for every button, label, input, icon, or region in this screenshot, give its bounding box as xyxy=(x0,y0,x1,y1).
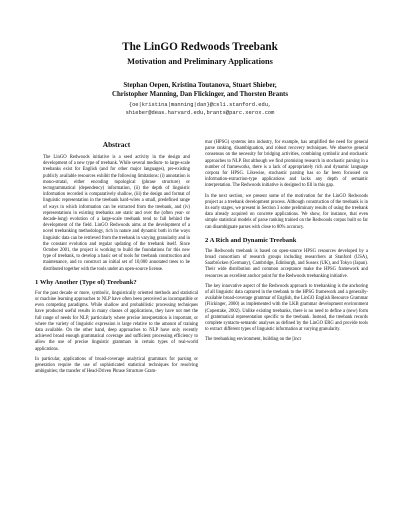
left-column xyxy=(35,140,198,380)
right-column xyxy=(205,140,368,348)
right-column-paragraph-2: In the next section, we present some of the motivation for the LinGO Redwoods project as a treebank development process. Although construction of the treebank is in its early stages, we present in Section 3 some preliminary results of using the treebank data already acquired on concrete applications. We show, for instance, that even simple statistical models of parse ranking trained on the Redwoods corpus built so far can disambiguate parses with close to 80% accuracy. xyxy=(205,193,368,230)
section-2-paragraph-1: The Redwoods treebank is based on open-source HPSG resources developed by a broad consortium of research groups including researchers at Stanford (USA), Saarbrücken (Germany), Cambridge, Edinburgh, and Sussex (UK), and Tokyo (Japan). Their wide distribution and common acceptance make the HPSG framework and resources an excellent anchor point for the Redwoods treebanking initiative. xyxy=(205,248,369,279)
paper-title: The LinGO Redwoods Treebank xyxy=(122,41,278,53)
authors-line-1: Stephan Oepen, Kristina Toutanova, Stuart Shieber, xyxy=(123,82,277,89)
abstract-text: The LinGO Redwoods initiative is a seed activity in the design and development of a new type of treebank. While several medium- to large-scale treebanks exist for English (and for other major languages), pre-existing publicly available resources exhibit the following limitations: (i) annotation is mono-stratal, either encoding topological (phrase structure) or tectogrammatical (dependency) information, (ii) the depth of linguistic information recorded is comparatively shallow, (iii) the design and format of linguistic representation in the treebank hard-wires a small, predefined range of ways in which information can be extracted from the treebank, and (iv) representations in existing treebanks are static and over the (often year- or decade-long) evolution of a large-scale treebank tend to fall behind the development of the field. LinGO Redwoods aims at the development of a novel treebanking methodology, rich in nature and dynamic both in the ways linguistic data can be retrieved from the treebank in varying granularity and in the constant evolution and regular updating of the treebank itself. Since October 2001, the project is working to build the foundations for this new type of treebank, to develop a basic set of tools for treebank construction and maintenance, and to construct an initial set of 10,000 annotated trees to be distributed together with the tools under an open-source license. xyxy=(43,155,190,272)
section-1-paragraph-2: In particular, applications of broad-coverage analytical grammars for parsing or generation require the use of sophisticated statistical techniques for resolving ambiguities; the transfer of Head-Driven Phrase Structure Gram- xyxy=(35,356,198,375)
section-1-heading: 1 Why Another (Type of) Treebank? xyxy=(35,278,137,286)
paper-subtitle: Motivation and Preliminary Applications xyxy=(127,57,273,66)
email-line-2: shieber@deas.harvard.edu,brants@parc.xerox.com xyxy=(125,110,275,116)
author-emails xyxy=(0,101,400,117)
right-column-paragraph-1: mar (HPSG) systems into industry, for example, has amplified the need for general parse ranking, disambiguation, and robust recovery techniques. We observe general consensus on the necessity for bridging activities, combining symbolic and stochastic approaches to NLP. But although we find promising research in stochastic parsing in a number of frameworks, there is a lack of appropriately rich and dynamic language corpora for HPSG. Likewise, stochastic parsing has so far been focussed on information-extraction-type applications and lacks any depth of semantic interpretation. The Redwoods initiative is designed to fill in this gap. xyxy=(205,140,368,189)
abstract-heading: Abstract xyxy=(102,140,131,149)
section-2-paragraph-2: The key innovative aspect of the Redwoods approach to treebanking is the anchoring of all linguistic data captured in the treebank to the HPSG framework and a generally-available broad-coverage grammar of English, the LinGO English Resource Grammar (Flickinger, 2000) as implemented with the LKB grammar development environment (Copestake, 2002). Unlike existing treebanks, there is no need to define a (new) form of grammatical representation specific to the treebank. Instead, the treebank records complete syntacto-semantic analyses as defined by the LinGO ERG and provide tools to extract different types of linguistic information at varying granularity. xyxy=(205,283,368,333)
authors-line-2: Christopher Manning, Dan Flickinger, and Thorsten Brants xyxy=(112,91,288,98)
section-2-heading: 2 A Rich and Dynamic Treebank xyxy=(205,236,297,244)
section-1-paragraph-1: For the past decade or more, symbolic, linguistically oriented methods and statistical or machine learning approaches to NLP have often been perceived as incompatible or even competing paradigms. While shallow and probabilistic processing techniques have produced useful results in many classes of applications, they have not met the full range of needs for NLP, particularly where precise interpretation is important, or where the variety of linguistic expression is large relative to the amount of training data available. On the other hand, deep approaches to NLP have only recently achieved broad enough grammatical coverage and sufficient processing efficiency to allow the use of precise linguistic grammars in certain types of real-world applications. xyxy=(35,290,198,352)
section-2-paragraph-3: The treebanking environment, building on the [incr xyxy=(205,337,302,343)
email-line-1: {oe|kristina|manning|dan}@csli.stanford.edu, xyxy=(128,102,272,108)
author-list xyxy=(0,81,400,99)
